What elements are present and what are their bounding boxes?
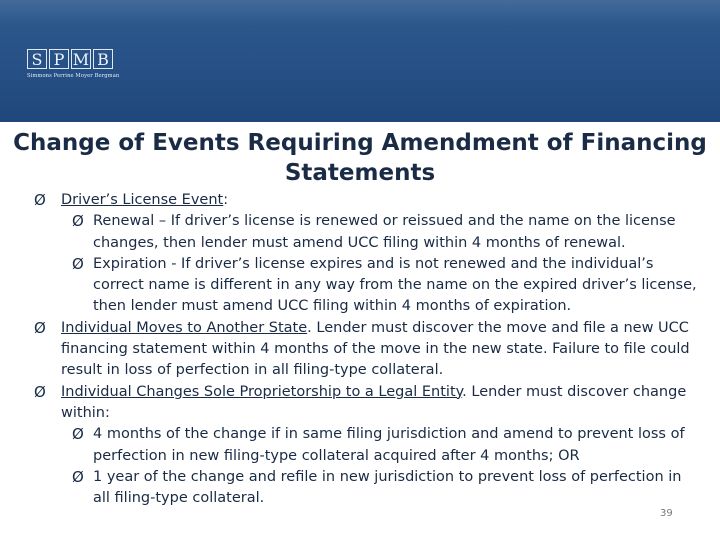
bullet-text: : <box>223 192 229 208</box>
slide-body <box>0 190 720 509</box>
bullet-sole-proprietorship-change <box>0 382 720 425</box>
bullet-text: 4 months of the change if in same filing jurisdiction and amend to prevent loss of perfection in new filing-type collateral acquired after 4 months; OR <box>93 426 685 464</box>
arrow-bullet-icon: Ø <box>72 425 84 444</box>
logo-letters <box>27 49 119 69</box>
firm-logo <box>27 49 119 79</box>
bullet-text: Expiration - If driver’s license expires and is not renewed and the individual’s correct name is different in any way from the name on the expired driver’s license, then lender must amend UCC filing within 4 months of expiration. <box>93 255 697 315</box>
bullet-text: . Lender must discover change within: <box>61 383 687 421</box>
bullet-text: 1 year of the change and refile in new jurisdiction to prevent loss of perfection in all filing-type collateral. <box>93 468 682 507</box>
bullet-drivers-license-event <box>0 190 720 211</box>
arrow-bullet-icon: Ø <box>72 212 84 231</box>
bullet-heading: Individual Changes Sole Proprietorship to a Legal Entity <box>61 383 463 400</box>
sub-bullet-1-year <box>0 467 720 510</box>
header-banner <box>0 0 720 122</box>
arrow-bullet-icon: Ø <box>34 382 46 401</box>
logo-letter: M <box>72 50 90 69</box>
bullet-text: . Lender must discover the move and file a new UCC financing statement within 4 months of the move in the new state. Failure to file could result in loss of perfection in all filing-type collateral. <box>61 319 690 379</box>
bullet-heading: Individual Moves to Another State <box>61 319 308 336</box>
page-number: 39 <box>660 508 673 519</box>
slide-title: Change of Events Requiring Amendment of Financing Statements <box>13 130 707 186</box>
arrow-bullet-icon: Ø <box>34 318 46 337</box>
sub-bullet-expiration <box>0 254 720 318</box>
arrow-bullet-icon: Ø <box>72 467 84 486</box>
bullet-text: Renewal – If driver’s license is renewed or reissued and the name on the license changes, then lender must amend UCC filing within 4 months of renewal. <box>93 213 676 251</box>
bullet-heading: Driver’s License Event <box>61 192 224 208</box>
sub-bullet-4-months <box>0 424 720 467</box>
logo-letter: B <box>93 49 113 69</box>
logo-letter: P <box>49 49 69 69</box>
logo-letter: S <box>27 49 47 69</box>
bullet-moves-to-another-state <box>0 318 720 382</box>
banner-highlight <box>0 0 720 26</box>
arrow-bullet-icon: Ø <box>72 254 84 273</box>
sub-bullet-renewal <box>0 211 720 254</box>
logo-tagline: Simmons Perrine Moyer Bergman <box>27 73 120 79</box>
arrow-bullet-icon: Ø <box>34 191 46 209</box>
